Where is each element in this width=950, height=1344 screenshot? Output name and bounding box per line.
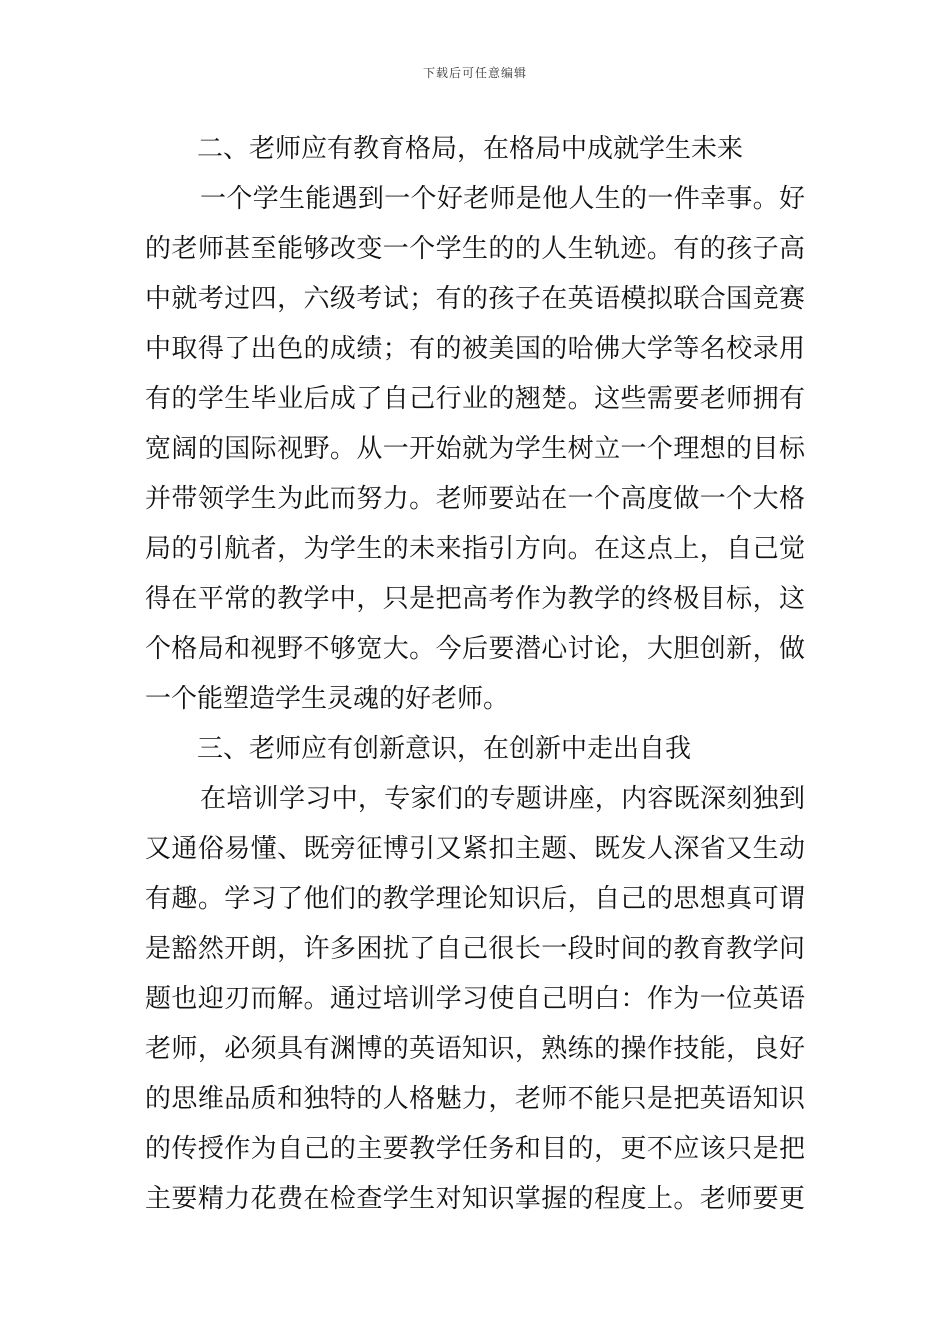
paragraph-line: 并带领学生为此而努力。老师要站在一个高度做一个大格: [145, 484, 805, 514]
paragraph-line: 是豁然开朗，许多困扰了自己很长一段时间的教育教学问: [145, 934, 805, 964]
header-note: 下载后可任意编辑: [422, 66, 527, 80]
paragraph-line: 一个能塑造学生灵魂的好老师。: [145, 684, 510, 714]
paragraph-line: 得在平常的教学中，只是把高考作为教学的终极目标，这: [145, 584, 805, 614]
paragraph-line: 老师，必须具有渊博的英语知识，熟练的操作技能，良好: [145, 1034, 805, 1064]
section-heading-2: 二、老师应有教育格局，在格局中成就学生未来: [197, 134, 744, 164]
paragraph-line: 题也迎刃而解。通过培训学习使自己明白：作为一位英语: [145, 984, 805, 1014]
paragraph-line: 又通俗易懂、既旁征博引又紧扣主题、既发人深省又生动: [145, 834, 805, 864]
paragraph-line: 宽阔的国际视野。从一开始就为学生树立一个理想的目标: [145, 434, 805, 464]
section-heading-3: 三、老师应有创新意识，在创新中走出自我: [197, 734, 692, 764]
paragraph-line: 主要精力花费在检查学生对知识掌握的程度上。老师要更: [145, 1184, 805, 1214]
paragraph-line: 的传授作为自己的主要教学任务和目的，更不应该只是把: [145, 1134, 805, 1164]
paragraph-line: 局的引航者，为学生的未来指引方向。在这点上，自己觉: [145, 534, 805, 564]
document-body: [145, 124, 805, 1224]
paragraph-line: 中就考过四，六级考试；有的孩子在英语模拟联合国竞赛: [145, 284, 805, 314]
paragraph-line: 个格局和视野不够宽大。今后要潜心讨论，大胆创新，做: [145, 634, 805, 664]
paragraph-line: 中取得了出色的成绩；有的被美国的哈佛大学等名校录用: [145, 334, 805, 364]
paragraph-line: 有趣。学习了他们的教学理论知识后，自己的思想真可谓: [145, 884, 805, 914]
paragraph-line: 的老师甚至能够改变一个学生的的人生轨迹。有的孩子高: [145, 234, 805, 264]
paragraph-line: 一个学生能遇到一个好老师是他人生的一件幸事。好: [200, 184, 805, 214]
paragraph-line: 的思维品质和独特的人格魅力，老师不能只是把英语知识: [145, 1084, 805, 1114]
paragraph-line: 在培训学习中，专家们的专题讲座，内容既深刻独到: [200, 784, 805, 814]
paragraph-line: 有的学生毕业后成了自己行业的翘楚。这些需要老师拥有: [145, 384, 805, 414]
